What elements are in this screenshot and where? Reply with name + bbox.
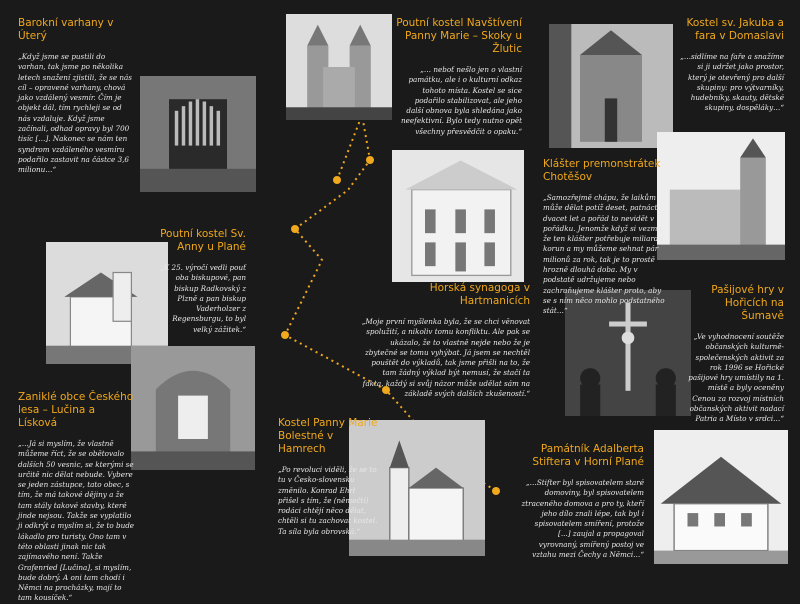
section-quote: „Ve vyhodnocení soutěže občanských kulturně-společenských aktivit za rok 1996 se Hořické pašijové hry umístily na 1. místě a byly oceněny Cenou za rozvoj místních občanských aktivit nadací Patria a Místo v srdci…“ xyxy=(688,332,784,424)
route-stop xyxy=(333,176,341,184)
route-stop xyxy=(291,225,299,233)
route-stop xyxy=(281,331,289,339)
section-title: Kostel Panny Marie Bolestné v Hamrech xyxy=(278,417,378,455)
section-title: Kostel sv. Jakuba a fara v Domaslavi xyxy=(686,17,784,42)
section-title: Klášter premonstrátek Chotěšov xyxy=(543,158,661,183)
section-lucina xyxy=(18,391,136,604)
section-quote: „K 25. výročí vedli pouť oba biskupové, pan biskup Radkovský z Plzně a pan biskup Vaderholzer z Regensburgu, to byl velký zážitek.“ xyxy=(160,263,246,334)
photo-organ xyxy=(140,76,256,192)
section-domaslav xyxy=(678,17,784,114)
section-sv-anna xyxy=(160,228,246,335)
section-quote: „Moje první myšlenka byla, že se chci věnovat spolužití, a nikoliv tomu konfliktu. Ale pak se ukázalo, že to vlastně nejde nebo že je zbytečné se tomu vyhýbat. Já jsem se nechtěl pouštět do výkladů, tak jsme přišli na to, že tam žádný výklad být nemusí, že stačí ta fakta, každý si svůj názor může udělat sám na základě svých dalších zkušeností.“ xyxy=(361,317,530,399)
photo-church-skoky xyxy=(286,14,392,120)
section-horice xyxy=(686,284,784,425)
section-quote: „Samozřejmě chápu, že laikům může dělat potíž deset, patnáct, dvacet let a pořád to nevidět v pořádku. Jenomže když si vezmu, že ten klášter potřebuje miliardu korun a my můžeme sehnat pár milionů za rok, tak je to prostě hrozně dlouhá doba. My v podstatě udržujeme nebo zachraňujeme klášter proto, aby se s ním něco mohlo podstatného stát…“ xyxy=(543,193,665,316)
photo-chotesov xyxy=(657,132,785,260)
section-quote: „…Já si myslím, že vlastně můžeme říct, že se obětovalo dalších 50 vesnic, se kterými se určitě nic dělat nebude. Vybere se jeden zástupce, tato obec, s tím, že má takové dějiny a že tam stály takové stavby, které jinde nejsou. Takže se vyplatilo ji odkrýt a myslím si, že to bude lákadlo pro turisty. Ono tam v této oblasti jinak nic tak zajímavého není. Takže Grafenried [Lučina], si myslím, bude dobrý. A oni tam chodí i Němci na procházky, mají to tam kousíček.“ xyxy=(18,439,135,603)
section-hamry xyxy=(278,417,378,537)
section-uteri xyxy=(18,17,134,176)
section-title: Památník Adalberta Stiftera v Horní Plané xyxy=(532,443,644,468)
section-quote: „Po revoluci viděli, že se to tu v Česko-slovensku změnilo. Konrad Ehrl přišel s tím, že (němečtí) rodáci chtějí něco dělat, chtěli si tu zachovat kostel. Ta síla byla obrovská.“ xyxy=(278,465,378,536)
route-stop xyxy=(492,487,500,495)
section-hartmanice xyxy=(360,282,530,399)
photo-lucina xyxy=(131,346,255,470)
section-quote: „… neboť nešlo jen o vlastní památku, ale i o kulturní odkaz tohoto místa. Kostel se sice podařilo stabilizovat, ale jeho další obnova byla shledána jako neefektivní. Bylo tedy nutno opět všechny přesvědčit o opaku.“ xyxy=(401,65,522,136)
section-quote: „Když jsme se pustili do varhan, tak jsme po několika letech snažení zjistili, že se nás cíl – opravené varhany, chová jako vzdálený vesmír. Čím je objekt dál, tím rychleji se od nás vzdaluje. Když jsme začínali, odhad opravy byl 700 tisíc […]. Nakonec se nám ten syndrom vzdáleného vesmíru podařilo zastavit na částce 3,6 milionu…“ xyxy=(18,52,132,175)
route-stop xyxy=(366,156,374,164)
photo-stifter xyxy=(654,430,788,564)
section-quote: „…Stifter byl spisovatelem staré domoviny, byl spisovatelem ztraceného domova a pro ty, kteří jeho dílo znali lépe, tak byl i spisovatelem smíření, protože [...] zaujal a propagoval vyrovnaný, smířený postoj ve vztahu mezi Čechy a Němci…“ xyxy=(521,478,644,560)
section-title: Horská synagoga v Hartmanicích xyxy=(429,282,530,307)
section-chotesov xyxy=(543,158,671,317)
photo-synagogue xyxy=(392,150,524,282)
section-stifter xyxy=(520,443,644,560)
section-title: Poutní kostel Navštívení Panny Marie – Skoky u Žlutic xyxy=(396,17,522,55)
section-skoky xyxy=(396,17,522,137)
photo-domaslav xyxy=(549,24,673,148)
section-title: Pašijové hry v Hořicích na Šumavě xyxy=(711,284,784,322)
section-title: Barokní varhany v Úterý xyxy=(18,17,114,42)
section-title: Poutní kostel Sv. Anny u Plané xyxy=(160,228,246,253)
section-quote: „…sidlíme na faře a snažíme si ji udržet jako prostor, který je otevřený pro další skupiny: pro výtvarníky, hudebníky, skauty, dětské skupiny, dospěláky…“ xyxy=(680,52,784,113)
section-title: Zaniklé obce Českého lesa – Lučina a Lísková xyxy=(18,391,134,429)
